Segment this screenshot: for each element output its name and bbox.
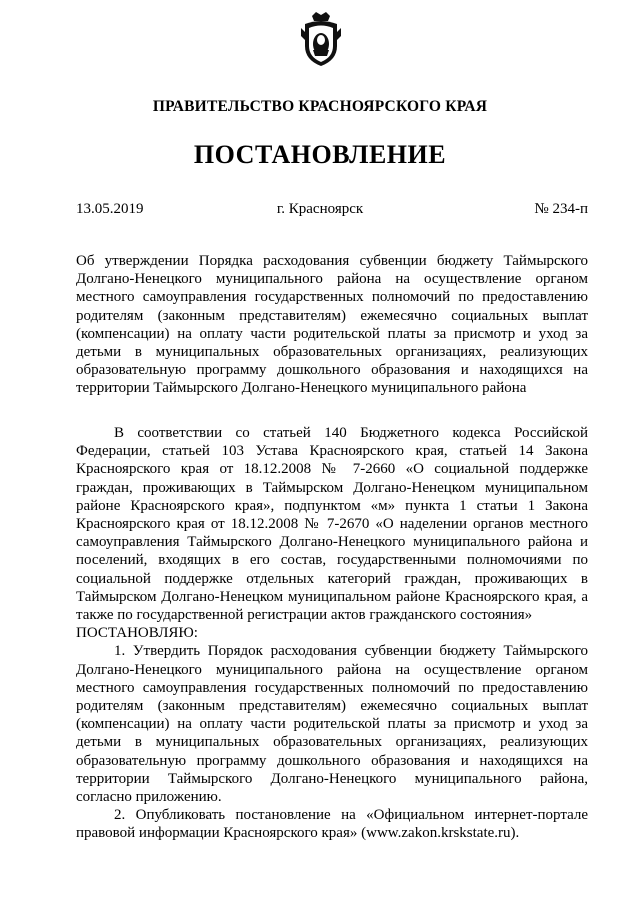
document-date: 13.05.2019 <box>76 201 144 217</box>
government-name: ПРАВИТЕЛЬСТВО КРАСНОЯРСКОГО КРАЯ <box>152 98 488 115</box>
document-city: г. Красноярск <box>276 201 364 217</box>
document-subject: Об утверждении Порядка расходования субвенции бюджету Таймырского Долгано-Ненецкого муниципального района на осуществление органом местного самоуправления государственных полномочий по предоставлению родителям (законным представителям) ежемесячно социальных выплат (компенсации) на оплату части родительской платы за присмотр и уход за детьми в муниципальных образовательных организациях, реализующих образовательную программу дошкольного образования и находящихся на территории Таймырского Долгано-Ненецкого муниципального района <box>76 253 588 397</box>
document-body <box>76 424 588 843</box>
preamble-paragraph: В соответствии со статьей 140 Бюджетного кодекса Российской Федерации, статьей 103 Устава Красноярского края, статьей 14 Закона Красноярского края от 18.12.2008 № 7-2660 «О социальной поддержке граждан, проживающих в Таймырском Долгано-Ненецком муниципальном районе Красноярского края», подпунктом «м» пункта 1 статьи 1 Закона Красноярского края от 18.12.2008 № 7-2670 «О наделении органов местного самоуправления Таймырского Долгано-Ненецкого муниципального района и поселений, входящих в его состав, государственными полномочиями по социальной поддержке отдельных категорий граждан, проживающих в Таймырском Долгано-Ненецком муниципальном районе Красноярского края, а также по государственной регистрации актов гражданского состояния» <box>76 425 588 624</box>
document-type-title: ПОСТАНОВЛЕНИЕ <box>193 140 447 169</box>
document-number: № 234-п <box>534 201 588 217</box>
item-1-paragraph: 1. Утвердить Порядок расходования субвенции бюджету Таймырского Долгано-Ненецкого муниципального района на осуществление органом местного самоуправления государственных полномочий по предоставлению родителям (законным представителям) ежемесячно социальных выплат (компенсации) на оплату части родительской платы за присмотр и уход за детьми в муниципальных образовательных организациях, реализующих образовательную программу дошкольного образования и находящихся на территории Таймырского Долгано-Ненецкого муниципального района, согласно приложению. <box>76 643 588 806</box>
item-2-paragraph: 2. Опубликовать постановление на «Официальном интернет-портале правовой информации Красноярского края» (www.zakon.krskstate.ru). <box>76 807 588 842</box>
coat-of-arms-icon <box>299 10 343 68</box>
resolves-heading: ПОСТАНОВЛЯЮ: <box>76 625 198 642</box>
